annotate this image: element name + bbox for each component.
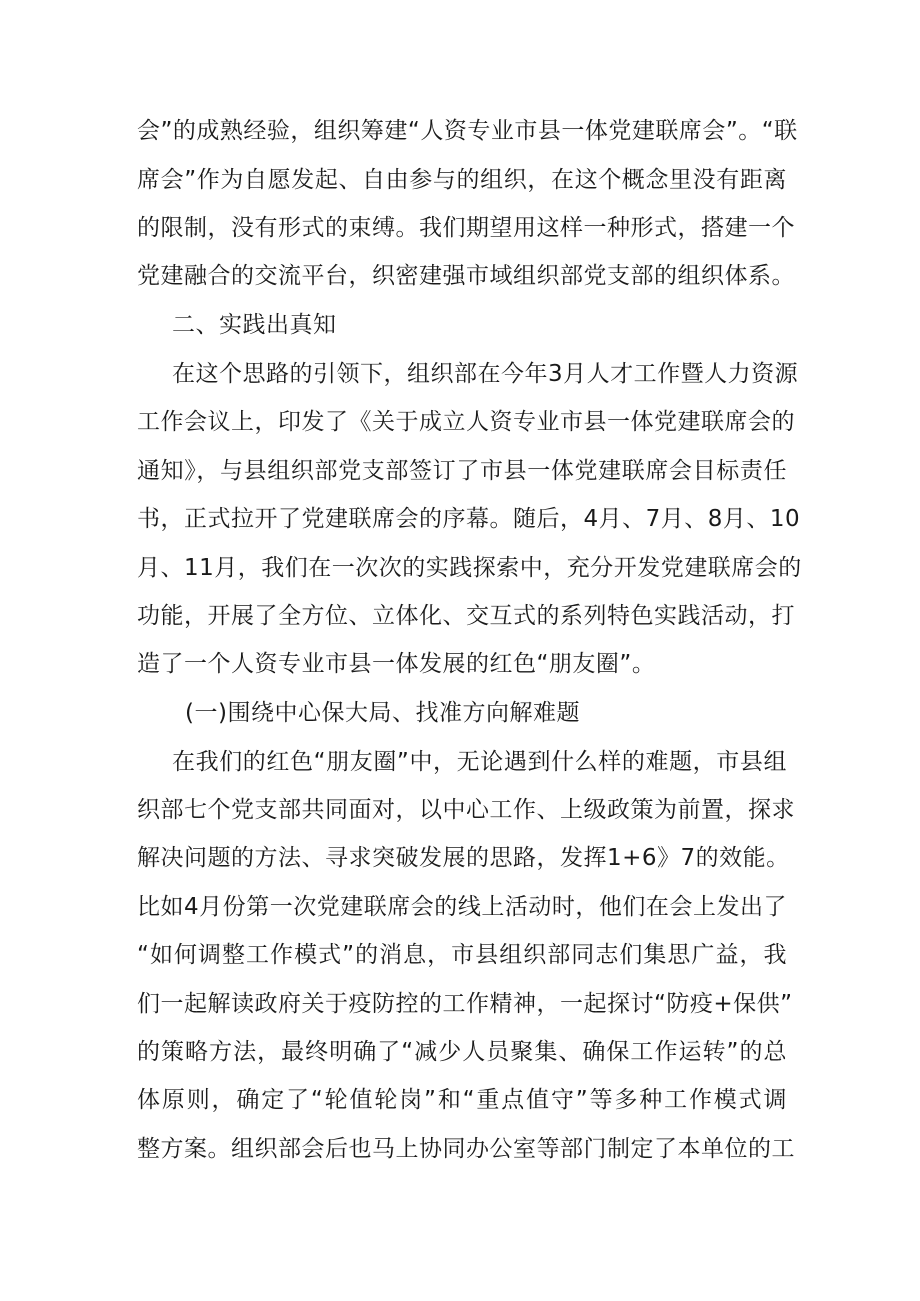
text-line-15: 织部七个党支部共同面对，以中心工作、上级政策为前置，探求 — [137, 797, 795, 823]
subsection-heading-1: (一)围绕中心保大局、找准方向解难题 — [185, 700, 580, 726]
text-line-7: 工作会议上，印发了《关于成立人资专业市县一体党建联席会的 — [137, 409, 795, 435]
text-line-19: 们一起解读政府关于疫防控的工作精神，一起探讨“防疫+保供” — [137, 991, 793, 1017]
text-line-10: 月、11月，我们在一次次的实践探索中，充分开发党建联席会的 — [137, 555, 802, 581]
text-line-3: 的限制，没有形式的束缚。我们期望用这样一种形式，搭建一个 — [137, 215, 795, 241]
text-line-4: 党建融合的交流平台，织密建强市域组织部党支部的组织体系。 — [137, 263, 795, 289]
text-line-11: 功能，开展了全方位、立体化、交互式的系列特色实践活动，打 — [137, 603, 795, 629]
text-line-16: 解决问题的方法、寻求突破发展的思路，发挥1+6》7的效能。 — [137, 845, 790, 871]
text-line-20: 的策略方法，最终明确了“减少人员聚集、确保工作运转”的总 — [137, 1039, 787, 1065]
text-line-2: 席会”作为自愿发起、自由参与的组织，在这个概念里没有距离 — [137, 167, 787, 193]
text-line-22: 整方案。组织部会后也马上协同办公室等部门制定了本单位的工 — [137, 1136, 795, 1162]
text-line-1: 会”的成熟经验，组织筹建“人资专业市县一体党建联席会”。“联 — [137, 118, 798, 144]
text-line-18: “如何调整工作模式”的消息，市县组织部同志们集思广益，我 — [137, 942, 787, 968]
text-line-21: 体原则，确定了“轮值轮岗”和“重点值守”等多种工作模式调 — [137, 1087, 787, 1113]
section-heading-2: 二、实践出真知 — [172, 312, 337, 338]
text-line-17: 比如4月份第一次党建联席会的线上活动时，他们在会上发出了 — [137, 894, 787, 920]
text-line-14: 在我们的红色“朋友圈”中，无论遇到什么样的难题，市县组 — [172, 749, 787, 775]
text-line-12: 造了一个人资专业市县一体发展的红色“朋友圈”。 — [137, 651, 656, 677]
text-line-6: 在这个思路的引领下，组织部在今年3月人才工作暨人力资源 — [172, 361, 799, 387]
text-line-9: 书，正式拉开了党建联席会的序幕。随后，4月、7月、8月、10 — [137, 506, 801, 532]
text-line-8: 通知》，与县组织部党支部签订了市县一体党建联席会目标责任 — [137, 458, 787, 484]
